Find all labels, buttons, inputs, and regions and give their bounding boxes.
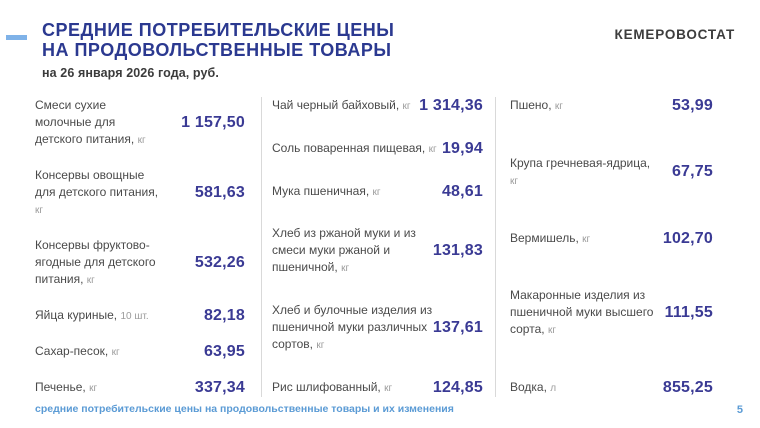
page-subtitle: на 26 января 2026 года, руб. — [42, 66, 219, 80]
product-name: Рис шлифованный, — [272, 379, 381, 394]
table-row — [35, 167, 245, 219]
product-unit: кг — [582, 233, 591, 245]
table-row — [510, 287, 713, 339]
product-label — [35, 343, 161, 361]
product-label — [35, 379, 161, 397]
product-unit: кг — [510, 175, 519, 187]
product-price: 82,18 — [203, 307, 245, 324]
product-label — [272, 140, 440, 158]
table-row — [510, 155, 713, 190]
product-label — [510, 155, 660, 190]
table-row — [272, 140, 483, 158]
product-price: 337,34 — [194, 379, 245, 396]
product-unit: кг — [111, 347, 120, 358]
product-name: Сахар-песок, — [35, 344, 109, 358]
product-price: 1 314,36 — [419, 97, 483, 114]
product-unit: кг — [89, 383, 98, 394]
page-title-line2: НА ПРОДОВОЛЬСТВЕННЫЕ ТОВАРЫ — [42, 40, 392, 60]
product-label — [510, 379, 660, 397]
product-name: Чай черный байховый, — [272, 98, 400, 112]
product-label — [35, 167, 161, 219]
product-unit: кг — [547, 325, 556, 337]
product-unit: кг — [341, 263, 350, 275]
product-price: 48,61 — [441, 182, 483, 200]
product-name: Мука пшеничная, — [272, 183, 370, 198]
product-price: 124,85 — [432, 378, 483, 396]
table-row — [35, 97, 245, 149]
product-name: Хлеб из ржаной муки и из смеси муки ржаной и пшеничной, — [272, 226, 416, 275]
product-label — [35, 97, 161, 149]
product-unit: кг — [402, 101, 411, 112]
product-unit: 10 шт. — [120, 311, 149, 322]
product-price: 581,63 — [194, 184, 245, 201]
product-label — [272, 183, 440, 201]
page-number: 5 — [736, 404, 743, 416]
product-name: Пшено, — [510, 98, 552, 112]
price-column-3 — [496, 97, 713, 397]
product-name: Печенье, — [35, 380, 86, 394]
table-row — [510, 97, 713, 115]
product-name: Консервы овощные для детского питания, — [35, 168, 159, 199]
product-name: Смеси сухие молочные для детского питания, — [35, 98, 135, 146]
price-table — [35, 97, 713, 397]
table-row — [272, 225, 483, 277]
product-price: 532,26 — [194, 254, 245, 271]
table-row — [272, 97, 483, 115]
table-row — [35, 379, 245, 397]
table-row — [272, 379, 483, 397]
table-row — [35, 237, 245, 289]
product-unit: кг — [86, 275, 95, 286]
page-title-line1: СРЕДНИЕ ПОТРЕБИТЕЛЬСКИЕ ЦЕНЫ — [42, 20, 395, 40]
product-unit: л — [550, 383, 557, 394]
product-price: 63,95 — [203, 343, 245, 360]
product-name: Макаронные изделия из пшеничной муки высшего сорта, — [510, 288, 654, 337]
table-row — [35, 307, 245, 325]
product-price: 53,99 — [671, 97, 713, 114]
product-unit: кг — [372, 186, 381, 198]
product-unit: кг — [137, 135, 146, 146]
product-price: 102,70 — [662, 229, 713, 247]
product-name: Хлеб и булочные изделия из пшеничной муки различных сортов, — [272, 303, 433, 352]
product-unit: кг — [554, 101, 563, 112]
product-label — [510, 97, 660, 115]
product-label — [35, 307, 161, 325]
table-row — [35, 343, 245, 361]
product-label — [510, 230, 660, 248]
product-price: 67,75 — [671, 163, 713, 181]
table-row — [272, 302, 483, 354]
product-label — [272, 302, 433, 354]
product-name: Вермишель, — [510, 230, 579, 245]
product-unit: кг — [316, 340, 325, 352]
product-unit: кг — [428, 143, 437, 155]
product-price: 137,61 — [432, 319, 483, 337]
product-price: 111,55 — [664, 304, 713, 322]
product-unit: кг — [35, 205, 44, 216]
footer-caption: средние потребительские цены на продовольственные товары и их изменения — [35, 403, 454, 415]
price-column-2 — [262, 97, 496, 397]
product-price: 131,83 — [432, 242, 483, 260]
product-label — [35, 237, 161, 289]
agency-logo: КЕМЕРОВОСТАТ — [614, 27, 735, 42]
product-name: Крупа гречневая-ядрица, — [510, 155, 651, 170]
product-name: Консервы фруктово-ягодные для детского питания, — [35, 238, 156, 286]
price-column-1 — [35, 97, 262, 397]
product-name: Соль поваренная пищевая, — [272, 140, 426, 155]
table-row — [510, 230, 713, 248]
product-name: Водка, — [510, 380, 547, 394]
table-row — [510, 379, 713, 397]
page-title — [42, 20, 394, 83]
product-price: 855,25 — [662, 379, 713, 396]
product-label — [272, 97, 419, 115]
product-label — [272, 379, 433, 397]
table-row — [272, 183, 483, 201]
product-label — [510, 287, 660, 339]
product-price: 1 157,50 — [181, 114, 245, 131]
accent-dash — [6, 35, 27, 40]
product-name: Яйца куриные, — [35, 308, 118, 322]
product-price: 19,94 — [441, 139, 483, 157]
product-unit: кг — [384, 382, 393, 394]
product-label — [272, 225, 433, 277]
